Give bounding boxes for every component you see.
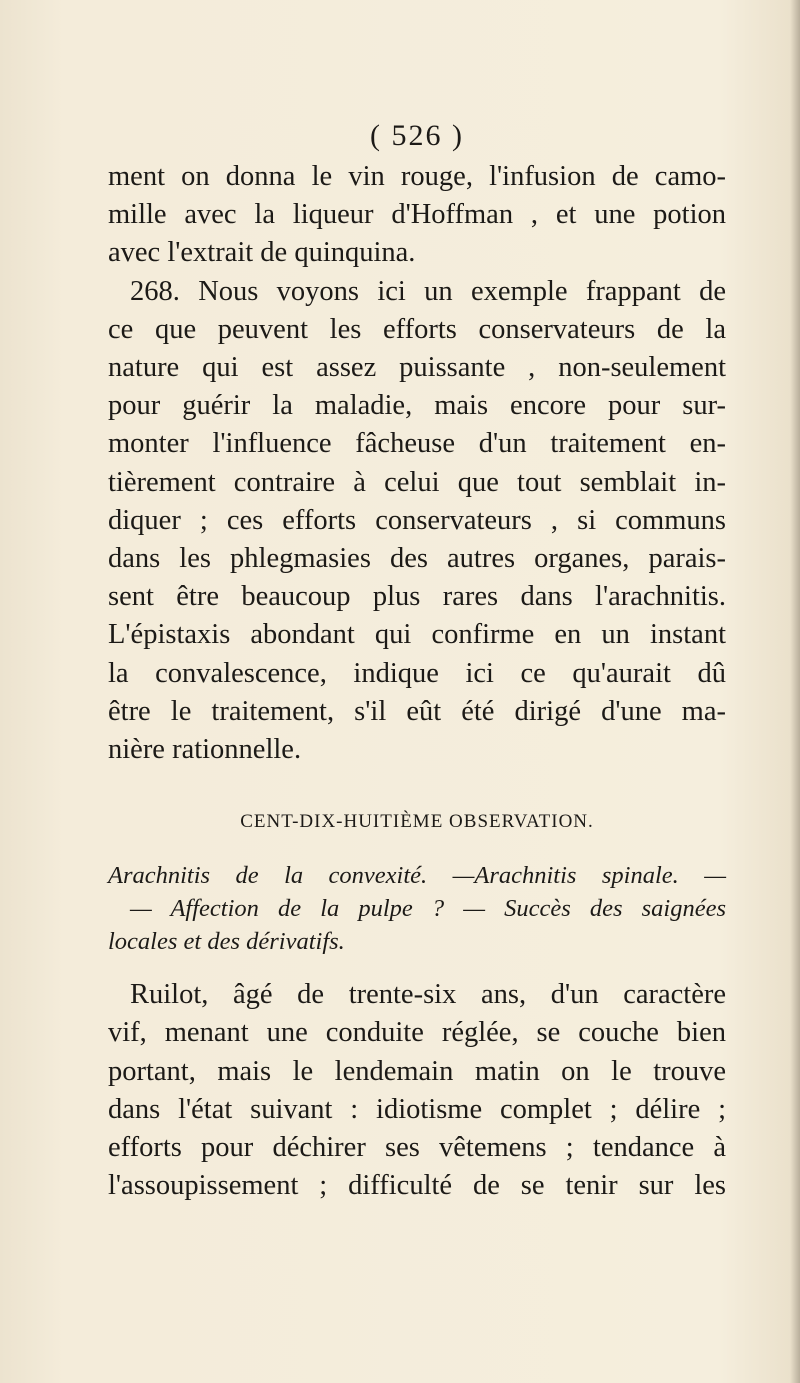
paragraph-continuation bbox=[108, 158, 726, 273]
text-line: diquer ; ces efforts conservateurs , si communs bbox=[108, 504, 726, 536]
text-line: pour guérir la maladie, mais encore pour sur- bbox=[108, 390, 726, 422]
text-line: l'assoupissement ; difficulté de se tenir sur les bbox=[108, 1170, 726, 1202]
text-line: dans les phlegmasies des autres organes, parais- bbox=[108, 543, 726, 575]
page-number: ( 526 ) bbox=[370, 119, 464, 152]
text-line: Ruilot, âgé de trente-six ans, d'un caractère bbox=[130, 979, 726, 1011]
text-line: — Affection de la pulpe ? — Succès des saignées bbox=[130, 895, 726, 923]
paragraph-268 bbox=[108, 273, 726, 770]
text-line: monter l'influence fâcheuse d'un traitement en- bbox=[108, 428, 726, 460]
text-line: sent être beaucoup plus rares dans l'arachnitis. bbox=[108, 581, 726, 613]
text-line: mille avec la liqueur d'Hoffman , et une potion bbox=[108, 199, 726, 231]
text-line: la convalescence, indique ici ce qu'aurait dû bbox=[108, 657, 726, 689]
text-line: efforts pour déchirer ses vêtemens ; tendance à bbox=[108, 1132, 726, 1164]
text-line: portant, mais le lendemain matin on le trouve bbox=[108, 1055, 726, 1087]
text-line: locales et des dérivatifs. bbox=[108, 928, 345, 956]
observation-heading: CENT-DIX-HUITIÈME OBSERVATION. bbox=[240, 811, 594, 833]
text-line: ment on donna le vin rouge, l'infusion de camo- bbox=[108, 161, 726, 192]
paragraph-observation bbox=[108, 976, 726, 1205]
text-line: ce que peuvent les efforts conservateurs de la bbox=[108, 313, 726, 345]
text-line: avec l'extrait de quinquina. bbox=[108, 237, 416, 269]
page-edge-shadow bbox=[790, 0, 800, 1383]
text-line: tièrement contraire à celui que tout semblait in- bbox=[108, 466, 726, 498]
text-line: vif, menant une conduite réglée, se couche bien bbox=[108, 1017, 726, 1049]
observation-subtitle bbox=[108, 859, 726, 958]
text-line: Arachnitis de la convexité. —Arachnitis spinale. — bbox=[108, 862, 726, 890]
text-line: nature qui est assez puissante , non-seulement bbox=[108, 352, 726, 384]
text-line: dans l'état suivant : idiotisme complet ; délire ; bbox=[108, 1093, 726, 1125]
text-line: 268. Nous voyons ici un exemple frappant de bbox=[130, 275, 726, 307]
page-content bbox=[108, 118, 726, 1205]
text-line: être le traitement, s'il eût été dirigé d'une ma- bbox=[108, 695, 726, 727]
text-line: L'épistaxis abondant qui confirme en un instant bbox=[108, 619, 726, 651]
text-line: nière rationnelle. bbox=[108, 734, 302, 766]
